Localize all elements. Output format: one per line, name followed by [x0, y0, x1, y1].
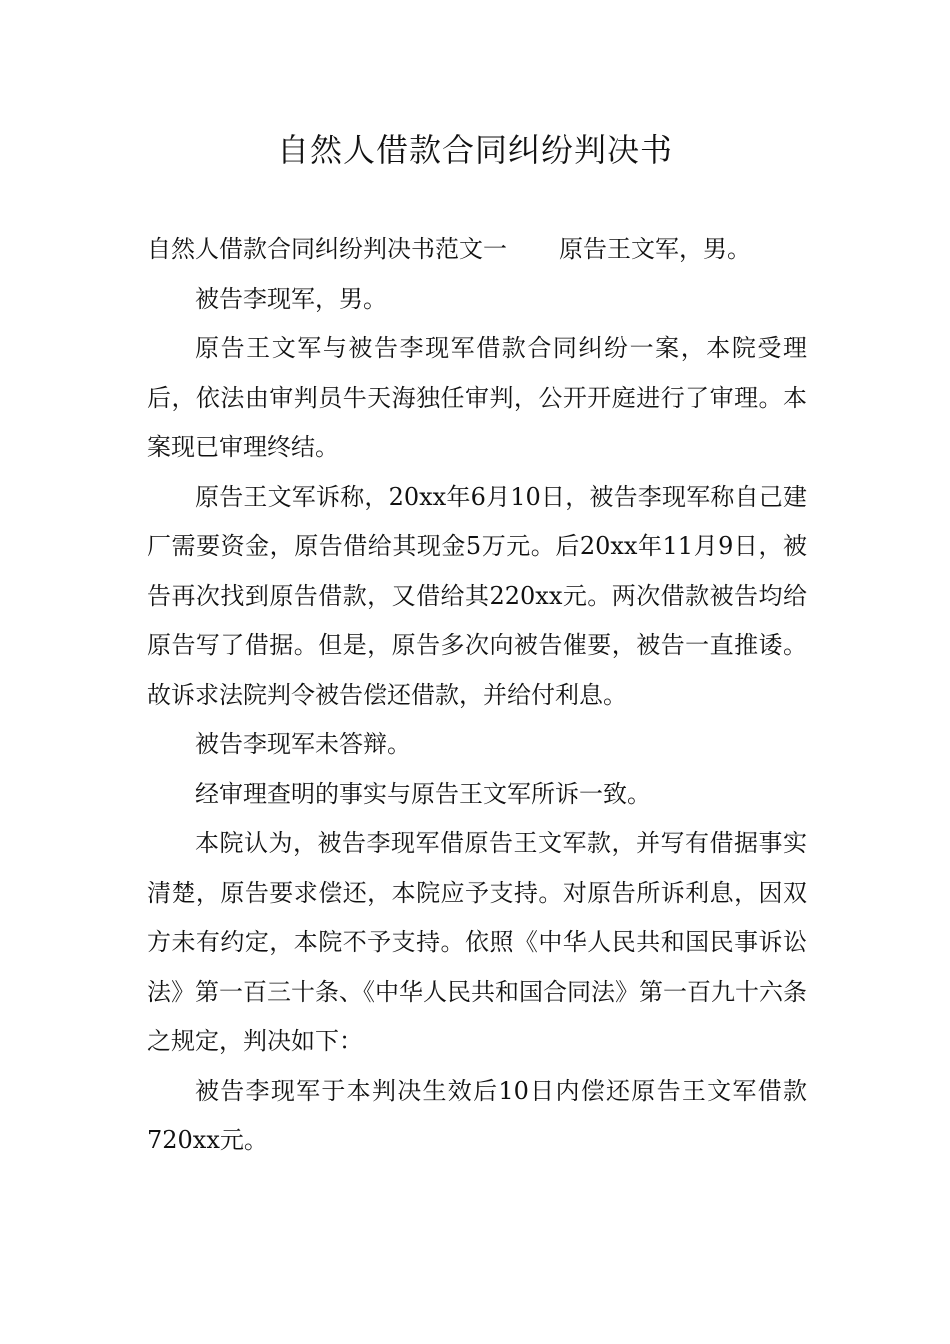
paragraph-judgment: 被告李现军于本判决生效后10日内偿还原告王文军借款720xx元。: [147, 1076, 807, 1154]
paragraph-no-defense: 被告李现军未答辩。: [195, 730, 411, 758]
paragraph-findings: 经审理查明的事实与原告王文军所诉一致。: [195, 779, 651, 808]
intro-text: 原告王文军，男。: [559, 235, 751, 263]
document-title: 自然人借款合同纠纷判决书: [276, 131, 673, 169]
intro-heading: 自然人借款合同纠纷判决书范文一: [147, 235, 507, 263]
intro-paragraph: [147, 225, 807, 275]
paragraph-plaintiff-claim: 原告王文军诉称，20xx年6月10日，被告李现军称自己建厂需要资金，原告借给其现金5万元。后20xx年11月9日，被告再次找到原告借款，又借给其220xx元。两次借款被告均给原告写了借据。但是，原告多次向被告催要，被告一直推诿。故诉求法院判令被告偿还借款，并给付利息。: [147, 482, 807, 709]
paragraph-court-opinion: 本院认为，被告李现军借原告王文军款，并写有借据事实清楚，原告要求偿还，本院应予支持。对原告所诉利息，因双方未有约定，本院不予支持。依照《中华人民共和国民事诉讼法》第一百三十条、《中华人民共和国合同法》第一百九十六条之规定，判决如下：: [147, 829, 807, 1055]
document-body: [147, 225, 807, 1166]
paragraph-case-summary: 原告王文军与被告李现军借款合同纠纷一案，本院受理后，依法由审判员牛天海独任审判，公开开庭进行了审理。本案现已审理终结。: [147, 334, 807, 461]
paragraph-defendant: 被告李现军，男。: [195, 284, 387, 313]
